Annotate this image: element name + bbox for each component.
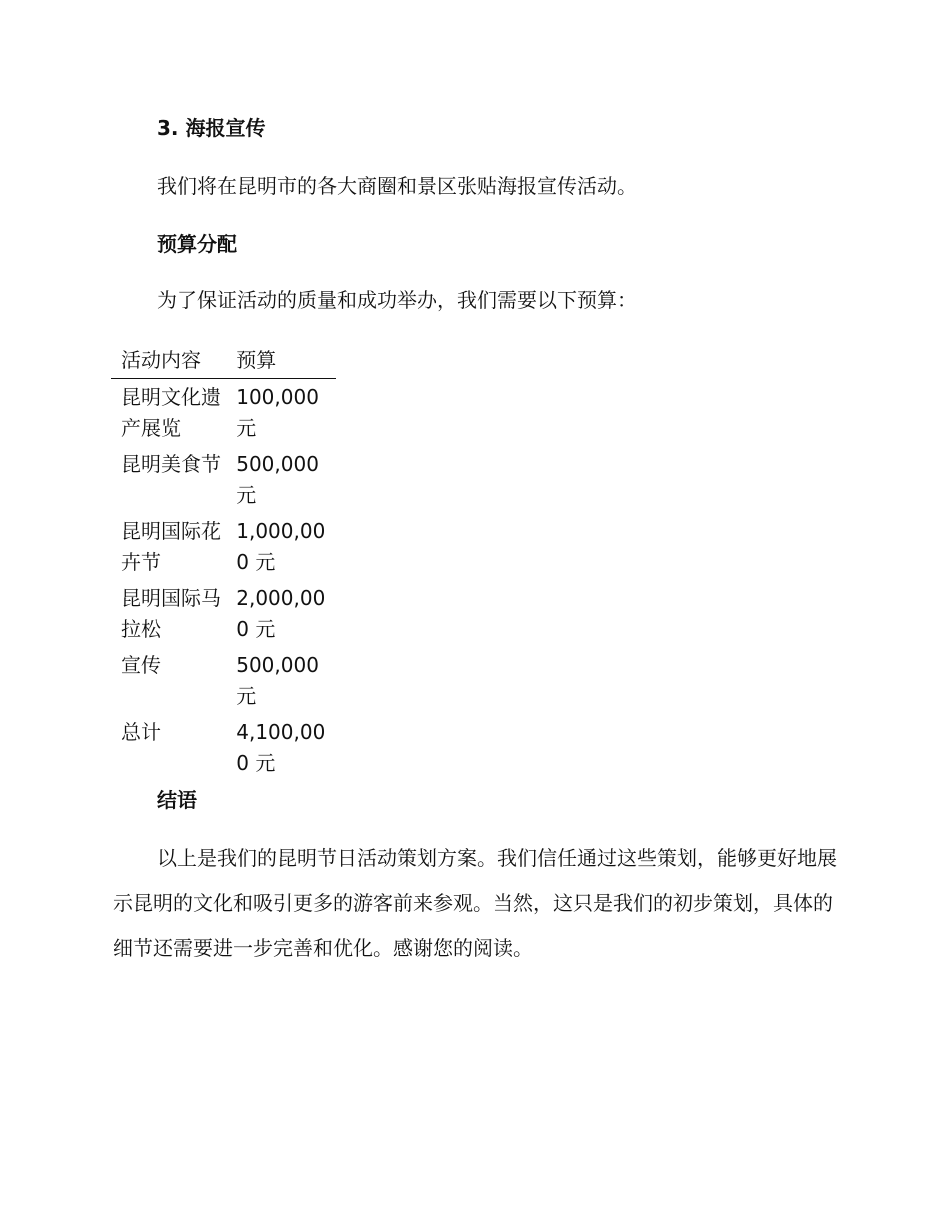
budget-amount-cell [226,446,336,513]
budget-table-header-budget: 预算 [226,340,336,379]
budget-amount-cell [226,379,336,447]
table-row [111,513,336,580]
table-row [111,647,336,714]
budget-item-text: 昆明文化遗产展览 [121,385,221,440]
table-row [111,580,336,647]
budget-item-cell [111,714,226,781]
budget-amount-cell [226,580,336,647]
poster-promotion-paragraph: 我们将在昆明市的各大商圈和景区张贴海报宣传活动。 [157,174,637,198]
budget-amount-text: 1,000,000 元 [236,519,326,574]
budget-amount-cell [226,513,336,580]
section-heading-poster-promotion: 3. 海报宣传 [157,116,266,140]
budget-table-header-item: 活动内容 [111,340,226,379]
budget-item-text: 宣传 [121,653,161,677]
budget-table-header-row [111,340,336,379]
budget-item-text: 昆明美食节 [121,452,221,476]
budget-amount-text: 500,000 元 [236,653,319,708]
budget-item-cell [111,446,226,513]
budget-item-text: 昆明国际花卉节 [121,519,221,574]
budget-table [111,340,336,781]
table-row [111,714,336,781]
table-row [111,379,336,447]
budget-amount-cell [226,647,336,714]
budget-item-text: 总计 [121,720,161,744]
budget-amount-cell [226,714,336,781]
budget-item-cell [111,513,226,580]
budget-item-cell [111,647,226,714]
budget-amount-text: 4,100,000 元 [236,720,326,775]
budget-item-cell [111,379,226,447]
conclusion-paragraph: 以上是我们的昆明节日活动策划方案。我们信任通过这些策划，能够更好地展示昆明的文化和吸引更多的游客前来参观。当然，这只是我们的初步策划，具体的细节还需要进一步完善和优化。感谢您的阅读。 [113,846,837,960]
budget-amount-text: 100,000 元 [236,385,319,440]
budget-amount-text: 500,000 元 [236,452,319,507]
budget-intro-paragraph: 为了保证活动的质量和成功举办，我们需要以下预算： [157,288,637,312]
budget-amount-text: 2,000,000 元 [236,586,326,641]
section-heading-budget: 预算分配 [157,232,237,256]
table-row [111,446,336,513]
budget-item-cell [111,580,226,647]
section-heading-conclusion: 结语 [157,788,197,812]
budget-item-text: 昆明国际马拉松 [121,586,221,641]
